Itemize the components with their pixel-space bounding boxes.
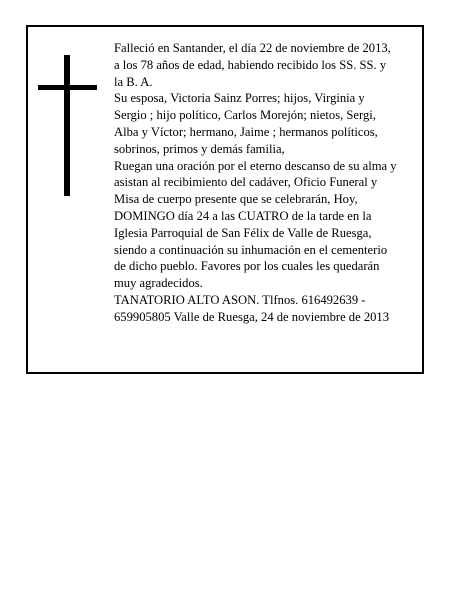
notice-line: a los 78 años de edad, habiendo recibido los SS. SS. y: [114, 57, 387, 72]
notice-line: 659905805 Valle de Ruesga, 24 de noviembre de 2013: [114, 309, 390, 324]
notice-line: sobrinos, primos y demás familia,: [114, 141, 285, 156]
notice-line: siendo a continuación su inhumación en el cementerio: [114, 242, 388, 257]
notice-line: TANATORIO ALTO ASON. Tlfnos. 616492639 -: [114, 292, 366, 307]
notice-line: Iglesia Parroquial de San Félix de Valle de Ruesga,: [114, 225, 372, 240]
notice-line: la B. A.: [114, 74, 153, 89]
notice-line: Su esposa, Victoria Sainz Porres; hijos, Virginia y: [114, 91, 365, 106]
cross-vertical-bar: [64, 55, 70, 196]
notice-line: DOMINGO día 24 a las CUATRO de la tarde en la: [114, 208, 372, 223]
obituary-text: [114, 40, 420, 326]
notice-line: Misa de cuerpo presente que se celebrarán, Hoy,: [114, 192, 358, 207]
notice-line: Falleció en Santander, el día 22 de noviembre de 2013,: [114, 41, 391, 55]
notice-line: asistan al recibimiento del cadáver, Oficio Funeral y: [114, 175, 378, 190]
notice-line: de dicho pueblo. Favores por los cuales les quedarán: [114, 259, 380, 274]
notice-line: Alba y Víctor; hermano, Jaime ; hermanos políticos,: [114, 124, 378, 139]
cross-horizontal-bar: [38, 85, 97, 90]
notice-line: Sergio ; hijo político, Carlos Morejón; nietos, Sergi,: [114, 108, 376, 123]
notice-line: Ruegan una oración por el eterno descanso de su alma y: [114, 158, 397, 173]
notice-line: muy agradecidos.: [114, 276, 203, 291]
